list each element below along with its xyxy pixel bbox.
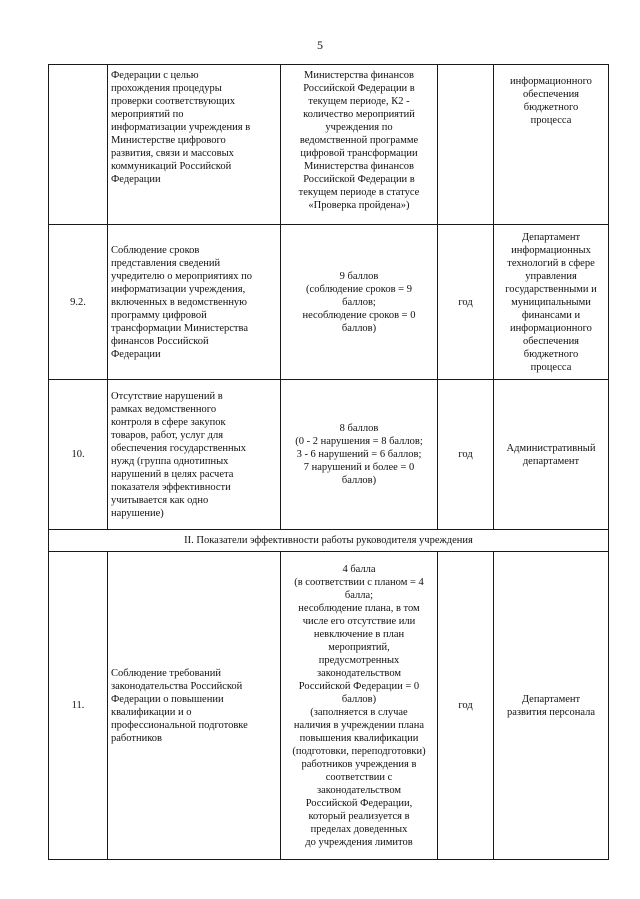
indicator-name-cell [108, 65, 281, 225]
row-number: 11. [71, 700, 85, 711]
indicator-name: Отсутствие нарушений в рамках ведомственного контроля в сфере закупок товаров, работ, услуг для обеспечения государственных нужд (группа однотипных нарушений в целях расчета показателя эффективности учитывается как одно нарушение) [111, 390, 246, 519]
indicator-name-cell [108, 552, 281, 860]
indicator-value-cell [281, 380, 438, 530]
indicator-value: Министерства финансов Российской Федерации в текущем периоде, К2 - количество мероприятий учреждения по ведомственной программе цифровой трансформации Министерства финансов Российской Федерации в текущем периоде в статусе «Проверка пройдена») [298, 70, 420, 211]
department: информационного обеспечения бюджетного процесса [510, 76, 592, 126]
department: Департамент информационных технологий в сфере управления государственными и муниципальными финансами и информационного обеспечения бюджетного процесса [505, 231, 597, 373]
row-number: 10. [71, 449, 85, 460]
table-row [49, 552, 609, 860]
table-row [49, 380, 609, 530]
indicators-table [48, 64, 609, 860]
row-number: 9.2. [70, 296, 86, 308]
row-number-cell [49, 380, 108, 530]
department-cell [494, 225, 609, 380]
department: Департамент развития персонала [506, 693, 595, 718]
department-cell [494, 552, 609, 860]
row-number-cell [49, 65, 108, 225]
indicator-value: 9 баллов (соблюдение сроков = 9 баллов; несоблюдение сроков = 0 баллов) [302, 270, 416, 334]
indicator-name: Соблюдение требований законодательства Российской Федерации о повышении квалификации и о профессиональной подготовке работников [111, 667, 248, 744]
indicator-value-cell [281, 552, 438, 860]
indicator-name: Соблюдение сроков представления сведений учредителю о мероприятиях по информатизации учреждения, включенных в ведомственную программу цифровой трансформации Министерства финансов Российской Федерации [111, 244, 253, 360]
indicator-name-cell [108, 380, 281, 530]
indicator-name: Федерации с целью прохождения процедуры проверки соответствующих мероприятий по информатизации учреждения в Министерстве цифрового развития, связи и массовых коммуникаций Российской Федерации [111, 70, 251, 185]
period: год [458, 296, 473, 308]
department-cell [494, 380, 609, 530]
section-title-cell [49, 530, 609, 552]
section-title: II. Показатели эффективности работы руководителя учреждения [184, 535, 473, 546]
row-number-cell [49, 225, 108, 380]
period-cell [438, 225, 494, 380]
period-cell [438, 552, 494, 860]
indicator-value: 4 балла (в соответствии с планом = 4 балла; несоблюдение плана, в том числе его отсутствие или невключение в план мероприятий, предусмотренных законодательством Российской Федерации = 0 баллов) (заполняется в случае наличия в учреждении плана повышения квалификации (подготовки, переподготовки) работников учреждения в соответствии с законодательством Российской Федерации, который реализуется в пределах доведенных до учреждения лимитов [292, 563, 426, 848]
indicator-value-cell [281, 225, 438, 380]
period-cell [438, 380, 494, 530]
section-row [49, 530, 609, 552]
indicator-value-cell [281, 65, 438, 225]
row-number-cell [49, 552, 108, 860]
indicator-name-cell [108, 225, 281, 380]
department-cell [494, 65, 609, 225]
period: год [458, 700, 473, 711]
department: Административный департамент [506, 442, 596, 467]
period-cell [438, 65, 494, 225]
table-row [49, 225, 609, 380]
table-row [49, 65, 609, 225]
period: год [458, 449, 473, 460]
indicator-value: 8 баллов (0 - 2 нарушения = 8 баллов; 3 - 6 нарушений = 6 баллов; 7 нарушений и более = 0 баллов) [295, 423, 423, 486]
page-number: 5 [317, 38, 323, 52]
